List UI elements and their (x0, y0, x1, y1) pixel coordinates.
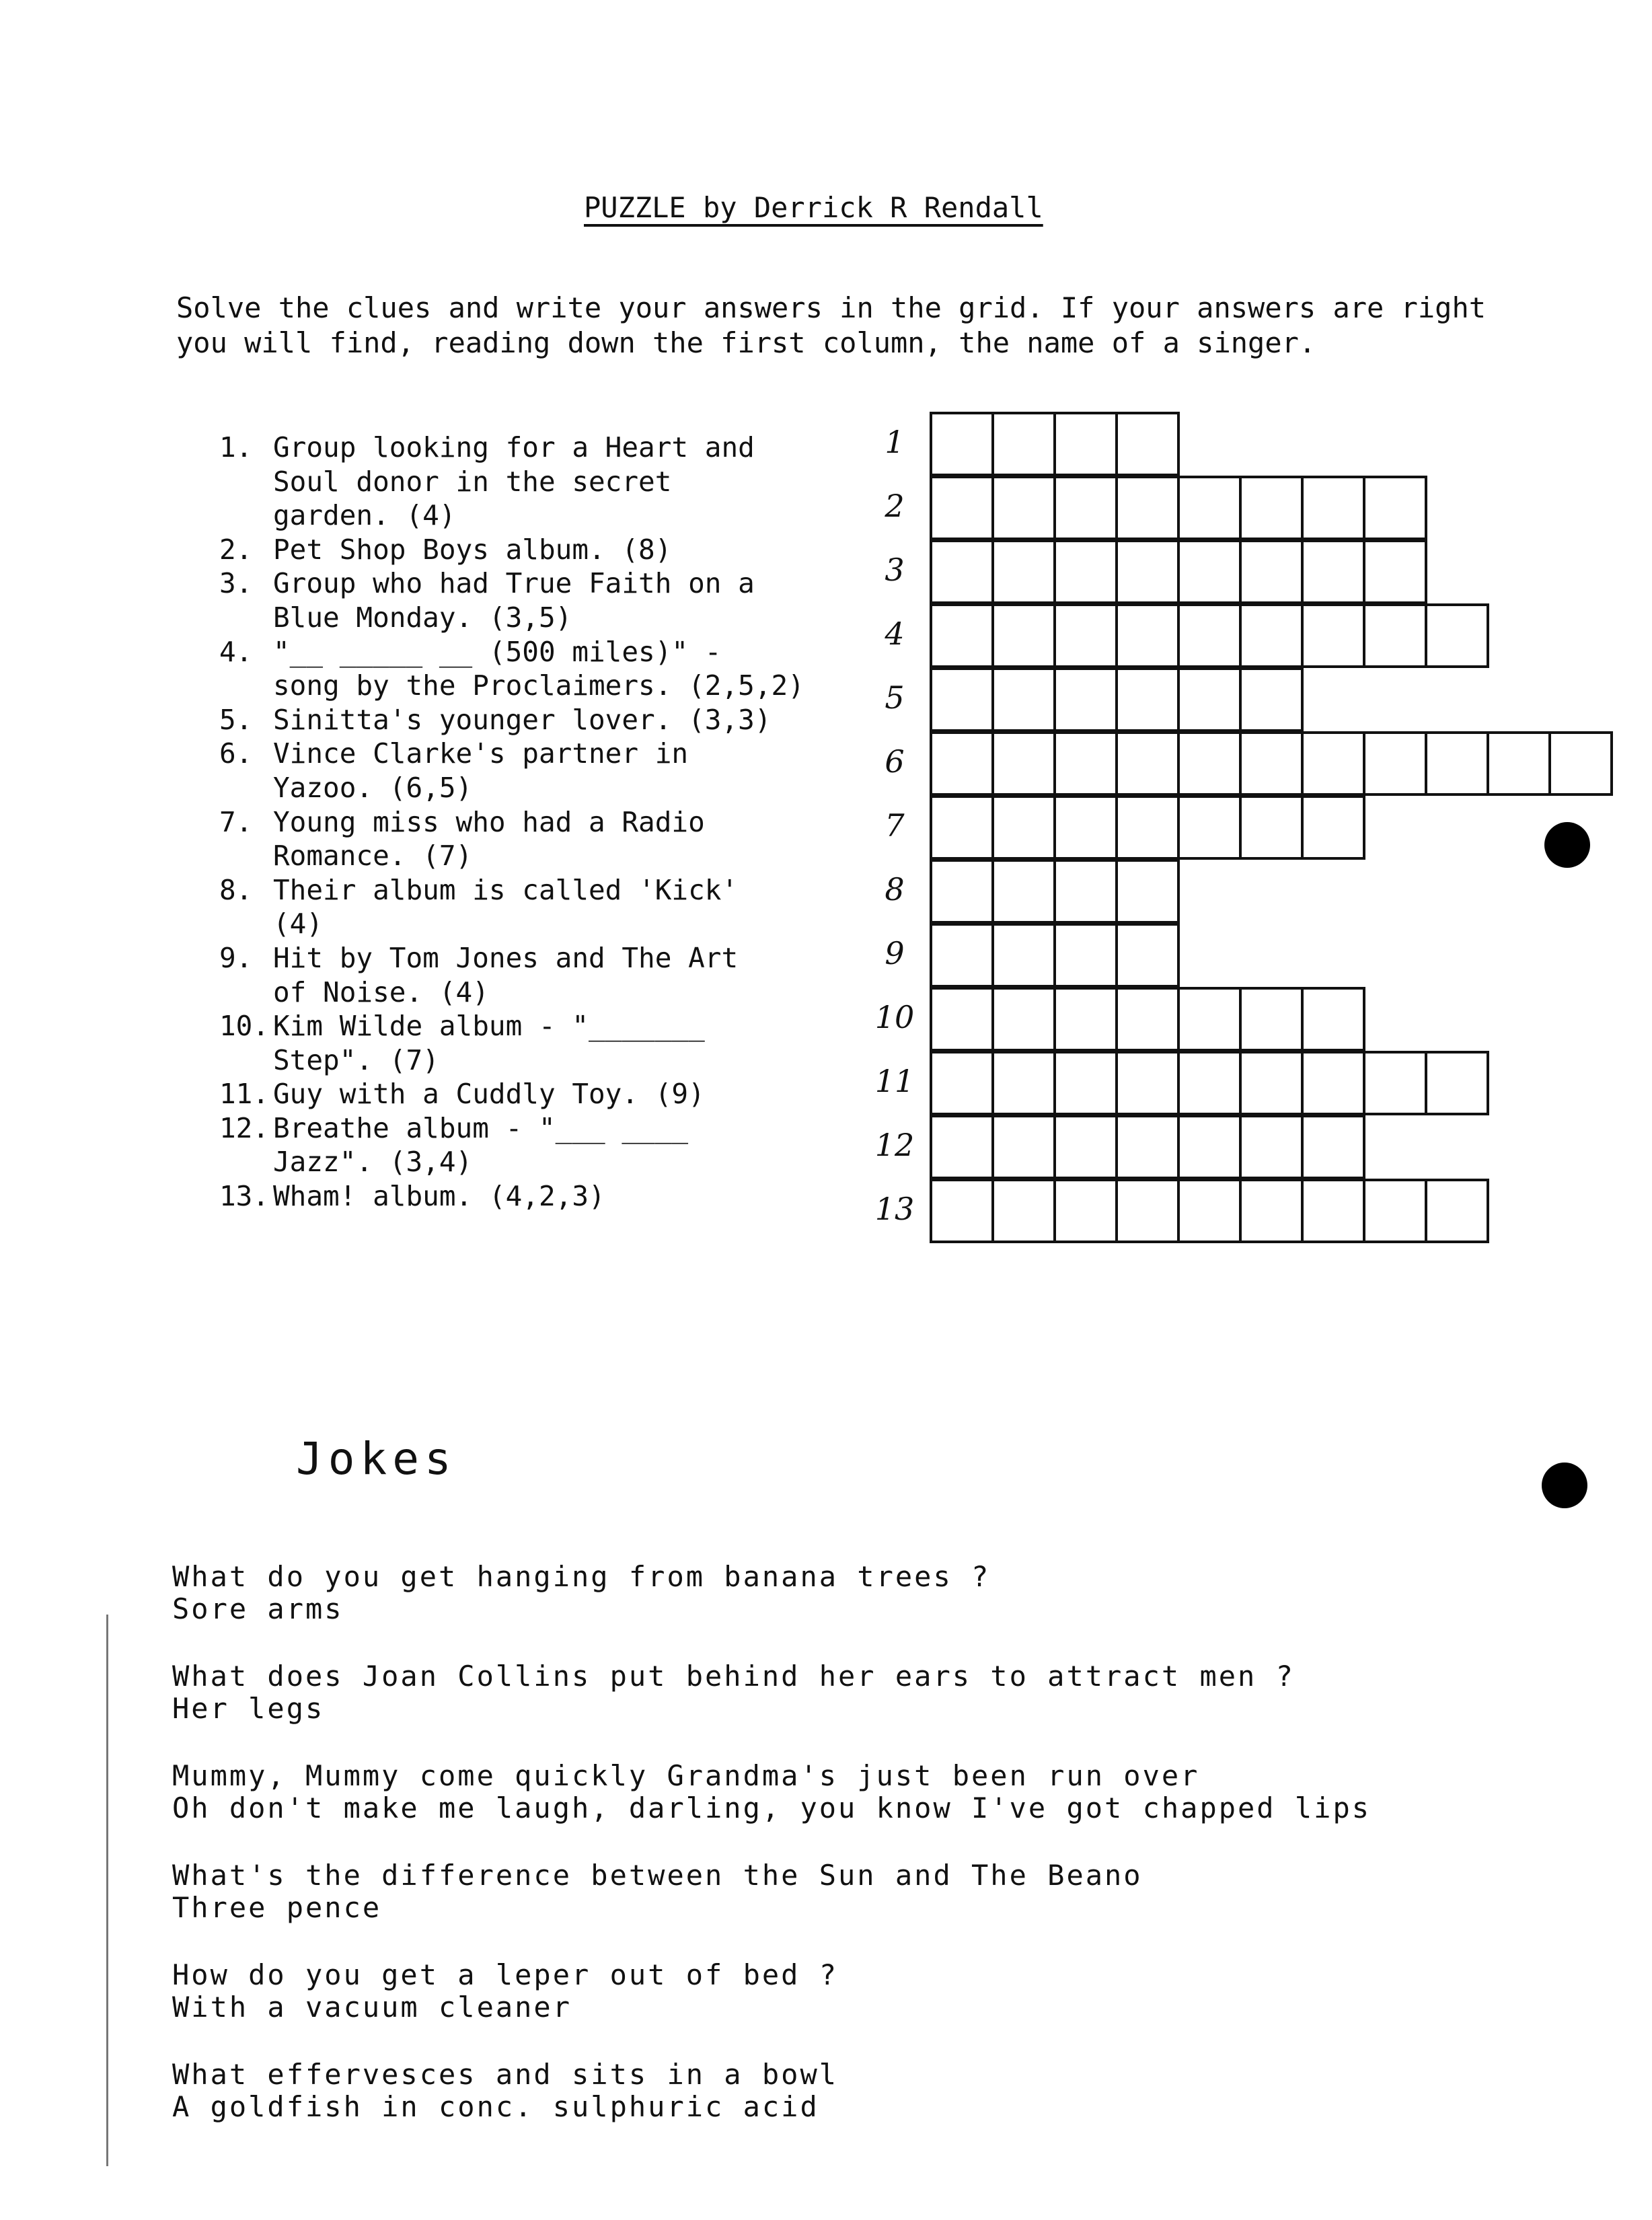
grid-cell[interactable] (1115, 987, 1180, 1051)
grid-cell[interactable] (1363, 1051, 1427, 1115)
grid-cell[interactable] (1053, 1115, 1118, 1179)
grid-cell[interactable] (930, 795, 994, 860)
clue-text (273, 1077, 705, 1111)
margin-line (106, 1615, 108, 2166)
clue-list (219, 431, 804, 1214)
grid-cell[interactable] (1363, 1179, 1427, 1243)
grid-cell[interactable] (991, 667, 1056, 732)
grid-cell[interactable] (991, 476, 1056, 540)
grid-cell[interactable] (991, 1115, 1056, 1179)
clue-number: 11. (219, 1078, 270, 1111)
grid-cell[interactable] (1239, 540, 1304, 604)
joke (172, 2059, 1371, 2123)
grid-cell[interactable] (1301, 1115, 1365, 1179)
joke-answer: With a vacuum cleaner (172, 1991, 572, 2024)
clue-line: Young miss who had a Radio (273, 805, 705, 838)
clue-line: Romance. (7) (273, 840, 473, 873)
grid-cell[interactable] (1239, 987, 1304, 1051)
grid-cell[interactable] (1177, 1179, 1242, 1243)
grid-cell[interactable] (1301, 476, 1365, 540)
grid-cell[interactable] (1115, 859, 1180, 924)
grid-cell[interactable] (1239, 667, 1304, 732)
joke-answer: Three pence (172, 1891, 382, 1924)
clue-number: 5. (219, 703, 253, 736)
grid-cell[interactable] (1115, 412, 1180, 476)
grid-cell[interactable] (1425, 1051, 1489, 1115)
grid-cell[interactable] (1425, 1179, 1489, 1243)
grid-cell[interactable] (1177, 1051, 1242, 1115)
grid-cell[interactable] (930, 923, 994, 988)
clue-text (273, 431, 755, 533)
grid-cell[interactable] (1053, 540, 1118, 604)
clue-line: Breathe album - "___ ____ (273, 1111, 689, 1144)
clue-line: Blue Monday. (3,5) (273, 601, 572, 634)
grid-cell[interactable] (991, 540, 1056, 604)
punch-hole-mark (1542, 1463, 1587, 1508)
clue-line: Step". (7) (273, 1043, 439, 1076)
clue-line: Their album is called 'Kick' (273, 873, 739, 906)
grid-cell[interactable] (930, 667, 994, 732)
grid-cell[interactable] (1301, 540, 1365, 604)
clue-number: 1. (219, 431, 253, 464)
clue-number: 6. (219, 737, 253, 770)
grid-cell[interactable] (991, 795, 1056, 860)
grid-cell[interactable] (1548, 731, 1613, 796)
clue-item (219, 1179, 804, 1214)
clue-text (273, 566, 755, 634)
jokes-list (172, 1561, 1371, 2158)
joke-question: What's the difference between the Sun and The Beano (172, 1859, 1143, 1892)
clue-text (273, 1179, 605, 1214)
grid-row-number: 7 (885, 807, 905, 844)
grid-cell[interactable] (1425, 603, 1489, 668)
grid-cell[interactable] (1177, 987, 1242, 1051)
grid-cell[interactable] (930, 540, 994, 604)
grid-row-number: 12 (874, 1127, 915, 1163)
grid-cell[interactable] (1053, 603, 1118, 668)
clue-text (273, 1009, 705, 1077)
grid-cell[interactable] (991, 923, 1056, 988)
clue-item (219, 873, 804, 941)
clue-line: (4) (273, 908, 324, 940)
grid-cell[interactable] (930, 987, 994, 1051)
grid-cell[interactable] (1363, 731, 1427, 796)
instructions-line: you will find, reading down the first column, the name of a singer. (176, 326, 1316, 359)
joke (172, 1561, 1371, 1625)
grid-cell[interactable] (1115, 667, 1180, 732)
clue-item (219, 737, 804, 805)
clue-item (219, 805, 804, 873)
grid-cell[interactable] (1053, 667, 1118, 732)
instructions-line: Solve the clues and write your answers in the grid. If your answers are right (176, 291, 1487, 324)
clue-line: of Noise. (4) (273, 975, 489, 1008)
grid-cell[interactable] (1425, 731, 1489, 796)
jokes-heading: Jokes (296, 1433, 457, 1485)
clue-text (273, 1111, 688, 1179)
clue-line: Sinitta's younger lover. (3,3) (273, 703, 772, 736)
grid-cell[interactable] (1363, 603, 1427, 668)
joke (172, 1959, 1371, 2024)
clue-number: 13. (219, 1180, 270, 1213)
clue-line: Group looking for a Heart and (273, 431, 755, 464)
joke-answer: Sore arms (172, 1592, 344, 1625)
clue-item (219, 1111, 804, 1179)
grid-row-number: 8 (885, 871, 905, 908)
clue-text (273, 873, 738, 941)
joke-question: What do you get hanging from banana trees ? (172, 1560, 991, 1593)
grid-cell[interactable] (1115, 1115, 1180, 1179)
clue-item (219, 941, 804, 1009)
clue-line: song by the Proclaimers. (2,5,2) (273, 669, 804, 702)
joke-answer: Oh don't make me laugh, darling, you know I've got chapped lips (172, 1791, 1372, 1824)
clue-line: Group who had True Faith on a (273, 567, 755, 600)
grid-row-number: 5 (885, 679, 905, 716)
joke-question: Mummy, Mummy come quickly Grandma's just been run over (172, 1759, 1200, 1792)
grid-cell[interactable] (991, 987, 1056, 1051)
instructions (176, 291, 1486, 361)
clue-item (219, 533, 804, 567)
grid-cell[interactable] (1239, 476, 1304, 540)
punch-hole-mark (1544, 822, 1590, 868)
grid-cell[interactable] (991, 1179, 1056, 1243)
clue-line: Yazoo. (6,5) (273, 771, 473, 804)
grid-cell[interactable] (1115, 476, 1180, 540)
joke-answer: Her legs (172, 1692, 325, 1725)
grid-cell[interactable] (1239, 731, 1304, 796)
joke (172, 1859, 1371, 1924)
clue-line: Hit by Tom Jones and The Art (273, 941, 739, 974)
clue-number: 4. (219, 635, 253, 668)
grid-cell[interactable] (1053, 1051, 1118, 1115)
grid-cell[interactable] (1239, 795, 1304, 860)
grid-cell[interactable] (1177, 731, 1242, 796)
grid-cell[interactable] (1301, 603, 1365, 668)
grid-cell[interactable] (1301, 795, 1365, 860)
grid-cell[interactable] (1177, 1115, 1242, 1179)
grid-cell[interactable] (1115, 1051, 1180, 1115)
grid-row-number: 3 (885, 552, 905, 588)
clue-number: 10. (219, 1010, 270, 1043)
clue-text (273, 703, 772, 737)
grid-cell[interactable] (1239, 1179, 1304, 1243)
grid-row-number: 1 (885, 424, 905, 460)
clue-line: Wham! album. (4,2,3) (273, 1180, 605, 1213)
grid-cell[interactable] (991, 731, 1056, 796)
joke-question: What does Joan Collins put behind her ears to attract men ? (172, 1660, 1295, 1693)
grid-cell[interactable] (1053, 987, 1118, 1051)
clue-number: 8. (219, 873, 253, 906)
grid-cell[interactable] (1363, 540, 1427, 604)
clue-item (219, 703, 804, 737)
clue-line: Guy with a Cuddly Toy. (9) (273, 1078, 705, 1111)
clue-item (219, 1009, 804, 1077)
clue-number: 7. (219, 805, 253, 838)
grid-cell[interactable] (1177, 476, 1242, 540)
crossword-grid (874, 412, 1587, 1259)
clue-item (219, 1077, 804, 1111)
grid-cell[interactable] (930, 859, 994, 924)
clue-item (219, 635, 804, 703)
grid-cell[interactable] (1115, 731, 1180, 796)
grid-cell[interactable] (1239, 1051, 1304, 1115)
grid-cell[interactable] (1115, 795, 1180, 860)
grid-cell[interactable] (1301, 1179, 1365, 1243)
grid-row-number: 6 (885, 743, 905, 780)
grid-cell[interactable] (1177, 667, 1242, 732)
grid-row-number: 2 (885, 488, 905, 524)
joke-question: How do you get a leper out of bed ? (172, 1958, 839, 1991)
clue-item (219, 566, 804, 634)
grid-row-number: 9 (885, 935, 905, 971)
grid-cell[interactable] (991, 412, 1056, 476)
grid-cell[interactable] (1239, 1115, 1304, 1179)
grid-cell[interactable] (1053, 476, 1118, 540)
clue-text (273, 533, 671, 567)
clue-line: Vince Clarke's partner in (273, 737, 689, 770)
grid-row-number: 4 (885, 616, 905, 652)
grid-cell[interactable] (991, 603, 1056, 668)
clue-line: Soul donor in the secret (273, 465, 672, 498)
grid-row-number: 11 (874, 1063, 915, 1099)
clue-number: 9. (219, 941, 253, 974)
grid-cell[interactable] (1301, 987, 1365, 1051)
grid-cell[interactable] (1053, 923, 1118, 988)
grid-cell[interactable] (930, 1115, 994, 1179)
grid-cell[interactable] (1053, 795, 1118, 860)
grid-cell[interactable] (930, 412, 994, 476)
joke (172, 1660, 1371, 1725)
clue-item (219, 431, 804, 533)
grid-cell[interactable] (1177, 795, 1242, 860)
page-title: PUZZLE by Derrick R Rendall (584, 191, 1043, 224)
clue-text (273, 635, 804, 703)
grid-cell[interactable] (1301, 731, 1365, 796)
grid-cell[interactable] (991, 859, 1056, 924)
grid-row-number: 10 (874, 999, 915, 1035)
grid-cell[interactable] (1301, 1051, 1365, 1115)
grid-cell[interactable] (1115, 1179, 1180, 1243)
grid-cell[interactable] (930, 1179, 994, 1243)
grid-cell[interactable] (1363, 476, 1427, 540)
clue-line: Pet Shop Boys album. (8) (273, 533, 672, 566)
grid-cell[interactable] (1239, 603, 1304, 668)
grid-cell[interactable] (1053, 1179, 1118, 1243)
clue-number: 3. (219, 567, 253, 600)
clue-number: 2. (219, 533, 253, 566)
grid-cell[interactable] (1177, 603, 1242, 668)
joke (172, 1760, 1371, 1824)
grid-cell[interactable] (1115, 540, 1180, 604)
grid-cell[interactable] (991, 1051, 1056, 1115)
clue-number: 12. (219, 1111, 270, 1144)
grid-cell[interactable] (1053, 731, 1118, 796)
clue-text (273, 805, 705, 873)
grid-cell[interactable] (1053, 859, 1118, 924)
grid-cell[interactable] (1487, 731, 1551, 796)
grid-cell[interactable] (930, 476, 994, 540)
joke-question: What effervesces and sits in a bowl (172, 2058, 839, 2091)
clue-text (273, 737, 688, 805)
clue-line: garden. (4) (273, 499, 456, 532)
grid-cell[interactable] (1053, 412, 1118, 476)
grid-cell[interactable] (1115, 923, 1180, 988)
grid-cell[interactable] (930, 603, 994, 668)
grid-cell[interactable] (1115, 603, 1180, 668)
grid-cell[interactable] (930, 1051, 994, 1115)
clue-line: Jazz". (3,4) (273, 1146, 473, 1179)
grid-row-number: 13 (874, 1191, 915, 1227)
clue-line: "__ _____ __ (500 miles)" - (273, 635, 722, 668)
joke-answer: A goldfish in conc. sulphuric acid (172, 2090, 819, 2123)
clue-line: Kim Wilde album - "_______ (273, 1010, 705, 1043)
grid-cell[interactable] (1177, 540, 1242, 604)
grid-cell[interactable] (930, 731, 994, 796)
clue-text (273, 941, 738, 1009)
